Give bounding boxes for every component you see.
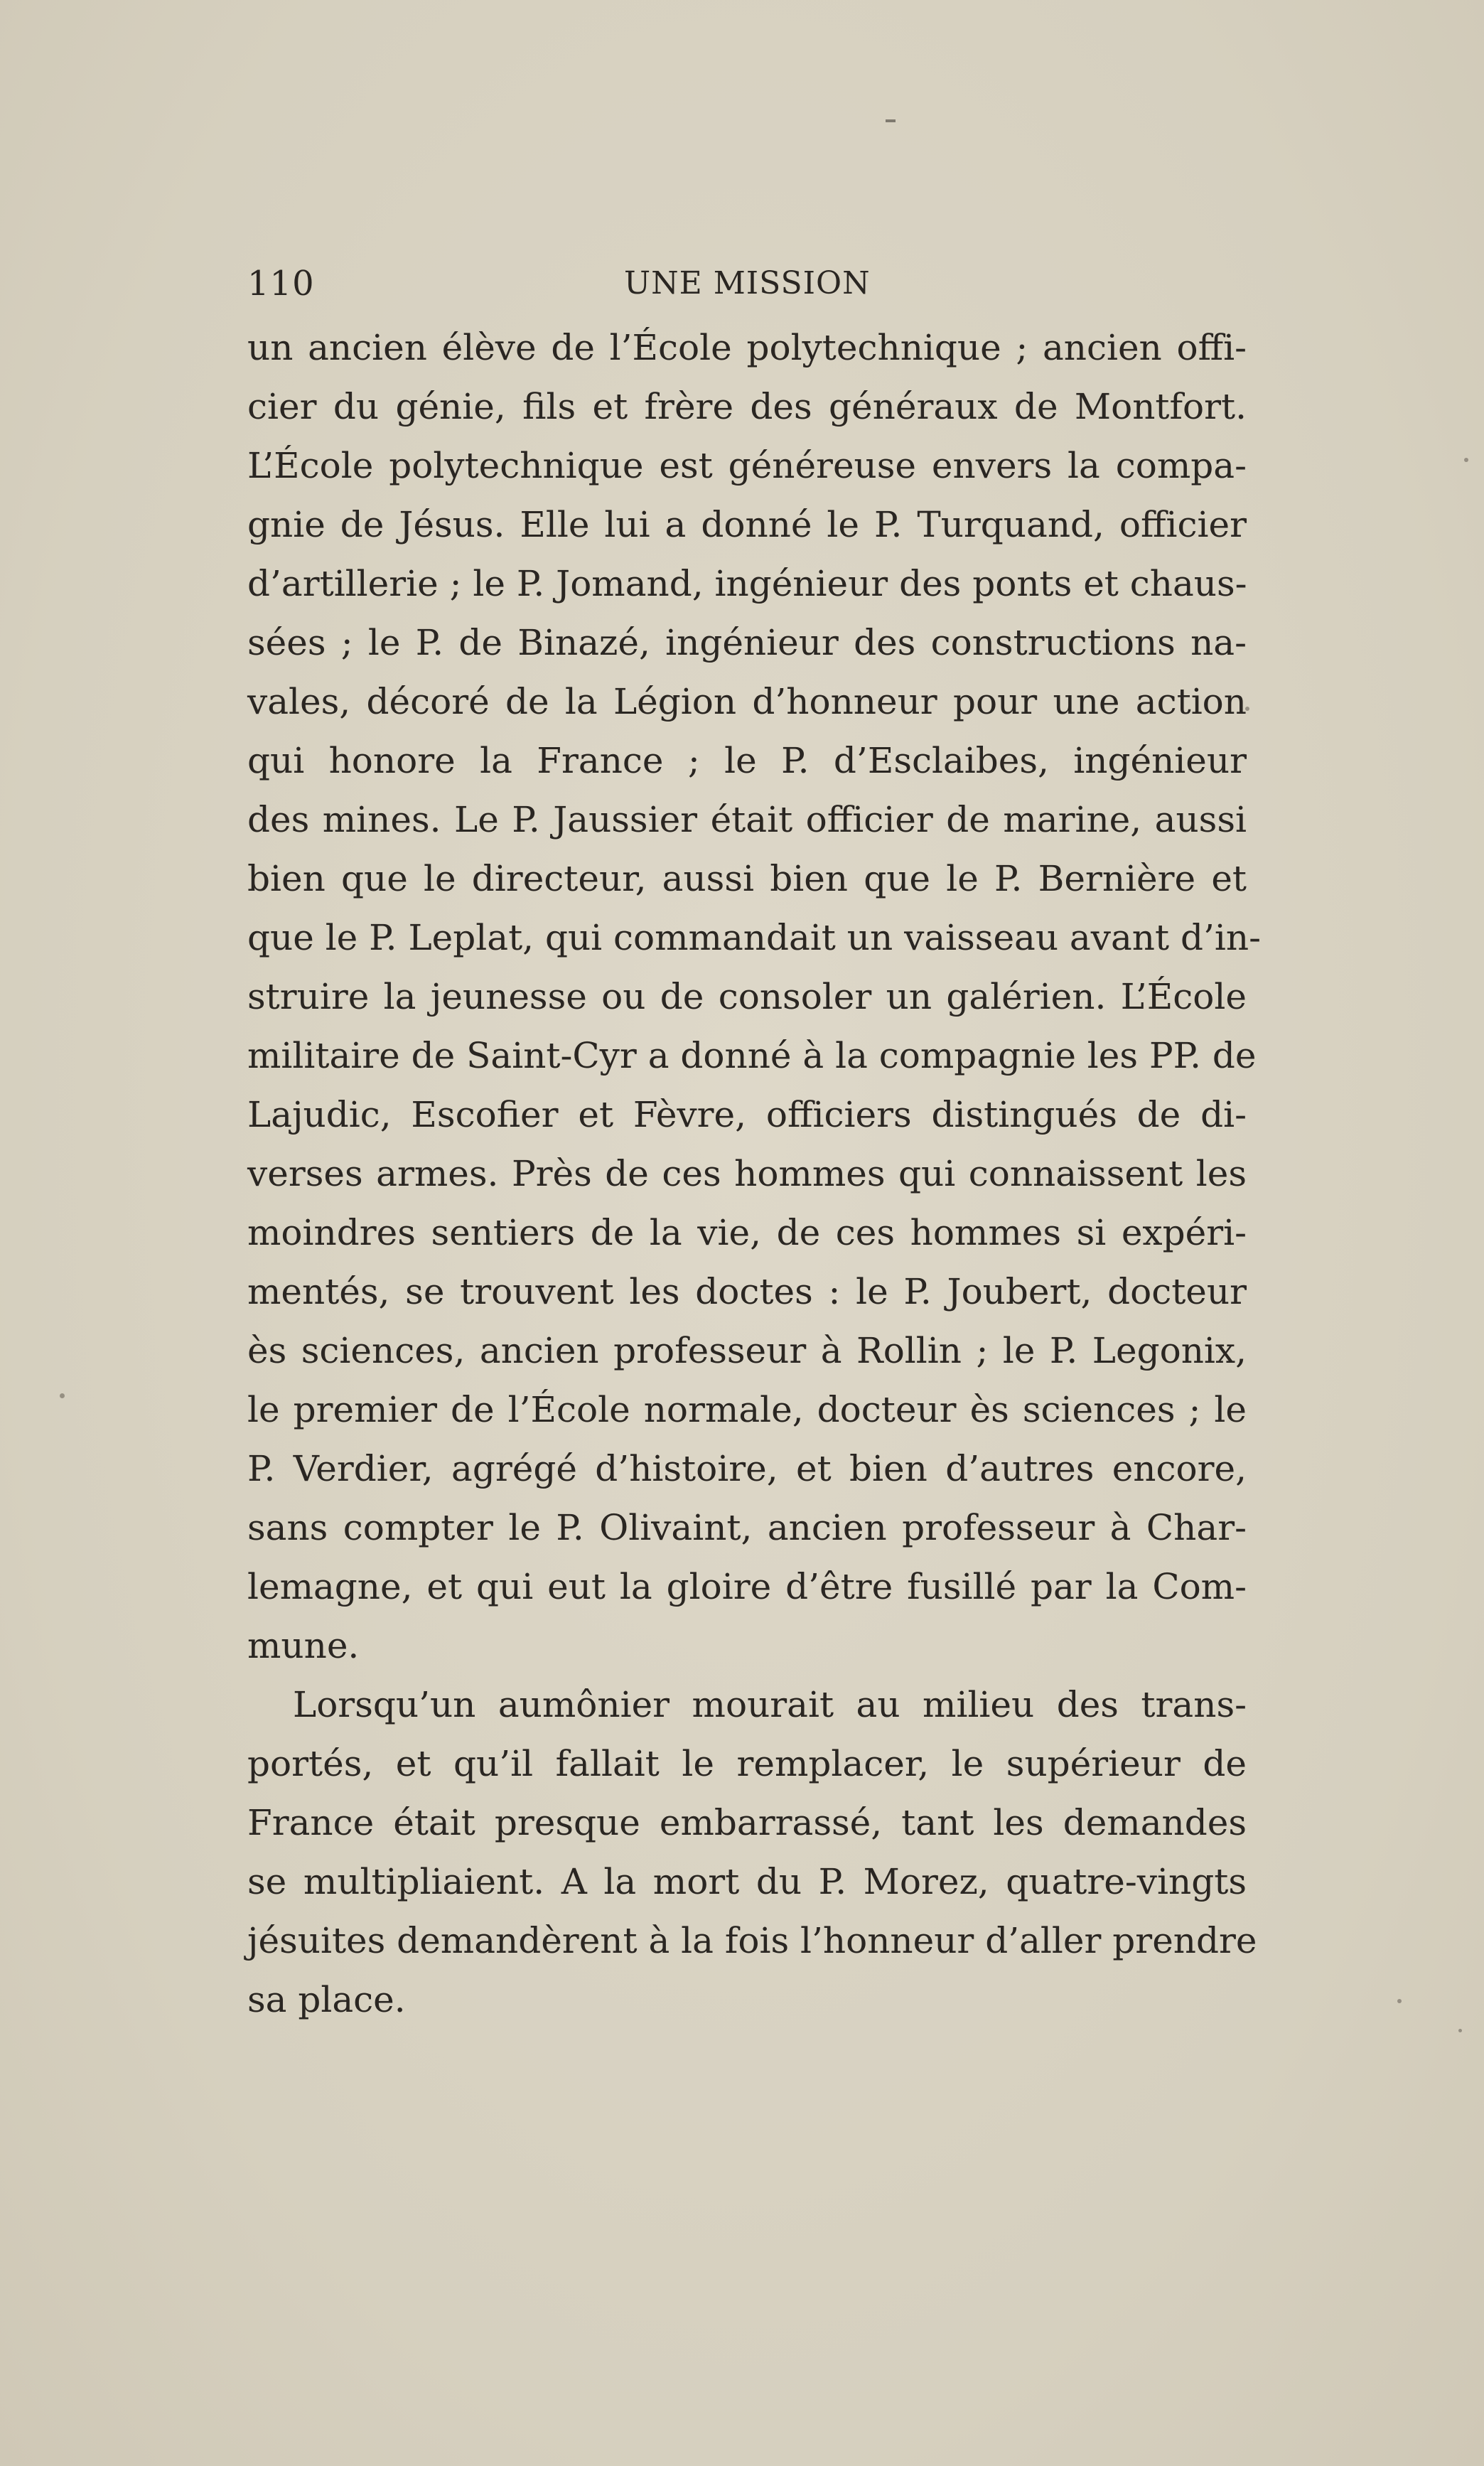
text-line: mentés, se trouvent les doctes : le P. Joubert, docteur (247, 1271, 1247, 1312)
running-title: UNE MISSION (624, 265, 871, 301)
text-line: vales, décoré de la Légion d’honneur pour une action (247, 681, 1247, 722)
text-line: verses armes. Près de ces hommes qui connaissent les (247, 1153, 1247, 1194)
text-line: d’artillerie ; le P. Jomand, ingénieur des ponts et chaus- (247, 563, 1247, 604)
text-line: sées ; le P. de Binazé, ingénieur des constructions na- (247, 622, 1247, 663)
text-line: L’École polytechnique est généreuse envers la compa- (247, 445, 1247, 486)
page-number: 110 (247, 264, 315, 304)
text-line: portés, et qu’il fallait le remplacer, le supérieur de (247, 1743, 1247, 1784)
text-line: un ancien élève de l’École polytechnique ; ancien offi- (247, 327, 1247, 368)
paper-speck (60, 1393, 65, 1398)
text-line: France était presque embarrassé, tant les demandes (247, 1802, 1247, 1843)
paper-speck (1464, 458, 1468, 462)
text-line: ès sciences, ancien professeur à Rollin ; le P. Legonix, (247, 1330, 1247, 1371)
text-line: gnie de Jésus. Elle lui a donné le P. Turquand, officier (247, 504, 1247, 545)
text-line: que le P. Leplat, qui commandait un vaisseau avant d’in- (247, 917, 1261, 958)
printer-mark (886, 119, 896, 122)
text-line: sa place. (247, 1979, 406, 2020)
text-line: P. Verdier, agrégé d’histoire, et bien d’autres encore, (247, 1448, 1247, 1489)
text-line: struire la jeunesse ou de consoler un galérien. L’École (247, 976, 1247, 1017)
text-line: Lajudic, Escofier et Fèvre, officiers distingués de di- (247, 1094, 1247, 1135)
text-line: militaire de Saint-Cyr a donné à la compagnie les PP. de (247, 1035, 1257, 1076)
page-header (247, 259, 1247, 309)
paragraph (247, 318, 1261, 1676)
text-line: jésuites demandèrent à la fois l’honneur d’aller prendre (247, 1920, 1257, 1961)
text-line: Lorsqu’un aumônier mourait au milieu des trans- (293, 1684, 1247, 1725)
paragraph (247, 1676, 1257, 2030)
body-text (247, 318, 1261, 2030)
text-line: cier du génie, fils et frère des généraux de Montfort. (247, 386, 1247, 427)
text-line: sans compter le P. Olivaint, ancien professeur à Char- (247, 1507, 1247, 1548)
text-line: se multipliaient. A la mort du P. Morez, quatre-vingts (247, 1861, 1247, 1902)
paper-speck (1397, 1999, 1402, 2003)
text-line: mune. (247, 1625, 360, 1666)
paper-speck (1458, 2029, 1462, 2032)
text-line: des mines. Le P. Jaussier était officier de marine, aussi (247, 799, 1247, 840)
text-line: le premier de l’École normale, docteur ès sciences ; le (247, 1389, 1247, 1430)
text-line: lemagne, et qui eut la gloire d’être fusillé par la Com- (247, 1566, 1247, 1607)
text-line: moindres sentiers de la vie, de ces hommes si expéri- (247, 1212, 1247, 1253)
text-line: bien que le directeur, aussi bien que le P. Bernière et (247, 858, 1247, 899)
text-line: qui honore la France ; le P. d’Esclaibes, ingénieur (247, 740, 1247, 781)
